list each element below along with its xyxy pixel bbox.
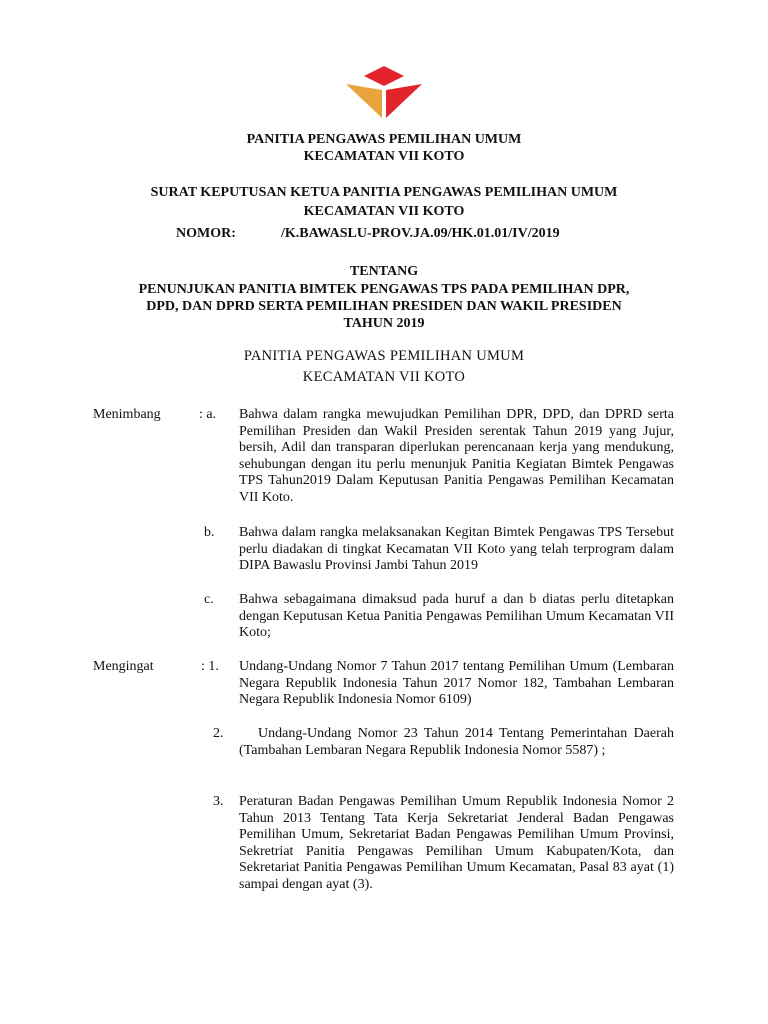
menimbang-marker-b: b. — [204, 525, 215, 540]
subject-line3: TAHUN 2019 — [343, 316, 425, 331]
mengingat-marker-1: : 1. — [201, 659, 219, 674]
mengingat-label: Mengingat — [93, 659, 154, 674]
mengingat-item-2: Undang-Undang Nomor 23 Tahun 2014 Tentang Pemerintahan Daerah (Tambahan Lembaran Negara Republik Indonesia Nomor 5587) ; — [239, 726, 674, 758]
menimbang-label: Menimbang — [93, 407, 161, 422]
subject-line2: DPD, DAN DPRD SERTA PEMILIHAN PRESIDEN DAN WAKIL PRESIDEN — [146, 299, 622, 314]
issuer-line2: KECAMATAN VII KOTO — [302, 369, 466, 385]
menimbang-marker-c: c. — [204, 592, 214, 607]
mengingat-marker-3: 3. — [213, 794, 224, 809]
subject-line1: PENUNJUKAN PANITIA BIMTEK PENGAWAS TPS PADA PEMILIHAN DPR, — [138, 282, 630, 297]
org-name-line2: KECAMATAN VII KOTO — [303, 149, 465, 164]
menimbang-item-b: Bahwa dalam rangka melaksanakan Kegitan Bimtek Pengawas TPS Tersebut perlu diadakan di tingkat Kecamatan VII Koto yang telah terprogram dalam DIPA Bawaslu Provinsi Jambi Tahun 2019 — [239, 525, 674, 574]
nomor-label: NOMOR: — [176, 226, 236, 241]
document-title-line2: KECAMATAN VII KOTO — [303, 204, 465, 219]
mengingat-item-1: Undang-Undang Nomor 7 Tahun 2017 tentang Pemilihan Umum (Lembaran Negara Republik Indonesia Tahun 2017 Nomor 182, Tambahan Lembaran Negara Republik Indonesia Nomor 6109) — [239, 659, 674, 708]
bawaslu-logo-icon — [344, 66, 424, 118]
menimbang-item-c: Bahwa sebagaimana dimaksud pada huruf a dan b diatas perlu ditetapkan dengan Keputusan Ketua Panitia Pengawas Pemilihan Umum Kecamatan VII Koto; — [239, 592, 674, 641]
nomor-value: /K.BAWASLU-PROV.JA.09/HK.01.01/IV/2019 — [281, 226, 560, 241]
org-name-line1: PANITIA PENGAWAS PEMILIHAN UMUM — [246, 132, 522, 147]
menimbang-marker-a: : a. — [199, 407, 217, 422]
mengingat-item-3: Peraturan Badan Pengawas Pemilihan Umum Republik Indonesia Nomor 2 Tahun 2013 Tentang Tata Kerja Sekretariat Jenderal Badan Pengawas Pemilihan Umum, Sekretariat Badan Pengawas Pemilihan Umum Provinsi, Sekretriat Panitia Pengawas Pemilihan Umum Kabupaten/Kota, dan Sekretariat Panitia Pengawas Pemilihan Umum Kecamatan, Pasal 83 ayat (1) sampai dengan ayat (3). — [239, 794, 674, 892]
issuer-line1: PANITIA PENGAWAS PEMILIHAN UMUM — [243, 348, 525, 364]
mengingat-marker-2: 2. — [213, 726, 224, 741]
tentang-heading: TENTANG — [349, 264, 419, 279]
document-title-line1: SURAT KEPUTUSAN KETUA PANITIA PENGAWAS PEMILIHAN UMUM — [150, 185, 618, 200]
menimbang-item-a: Bahwa dalam rangka mewujudkan Pemilihan DPR, DPD, dan DPRD serta Pemilihan Presiden dan Wakil Presiden serentak Tahun 2019 yang Jujur, bersih, Adil dan transparan diperlukan perencanaan kerja yang mendukung, sehubungan dengan itu perlu menunjuk Panitia Kegiatan Bimtek Pengawas TPS Tahun2019 Dalam Keputusan Panitia Pengawas Pemilihan Kecamatan VII Koto. — [239, 407, 674, 505]
